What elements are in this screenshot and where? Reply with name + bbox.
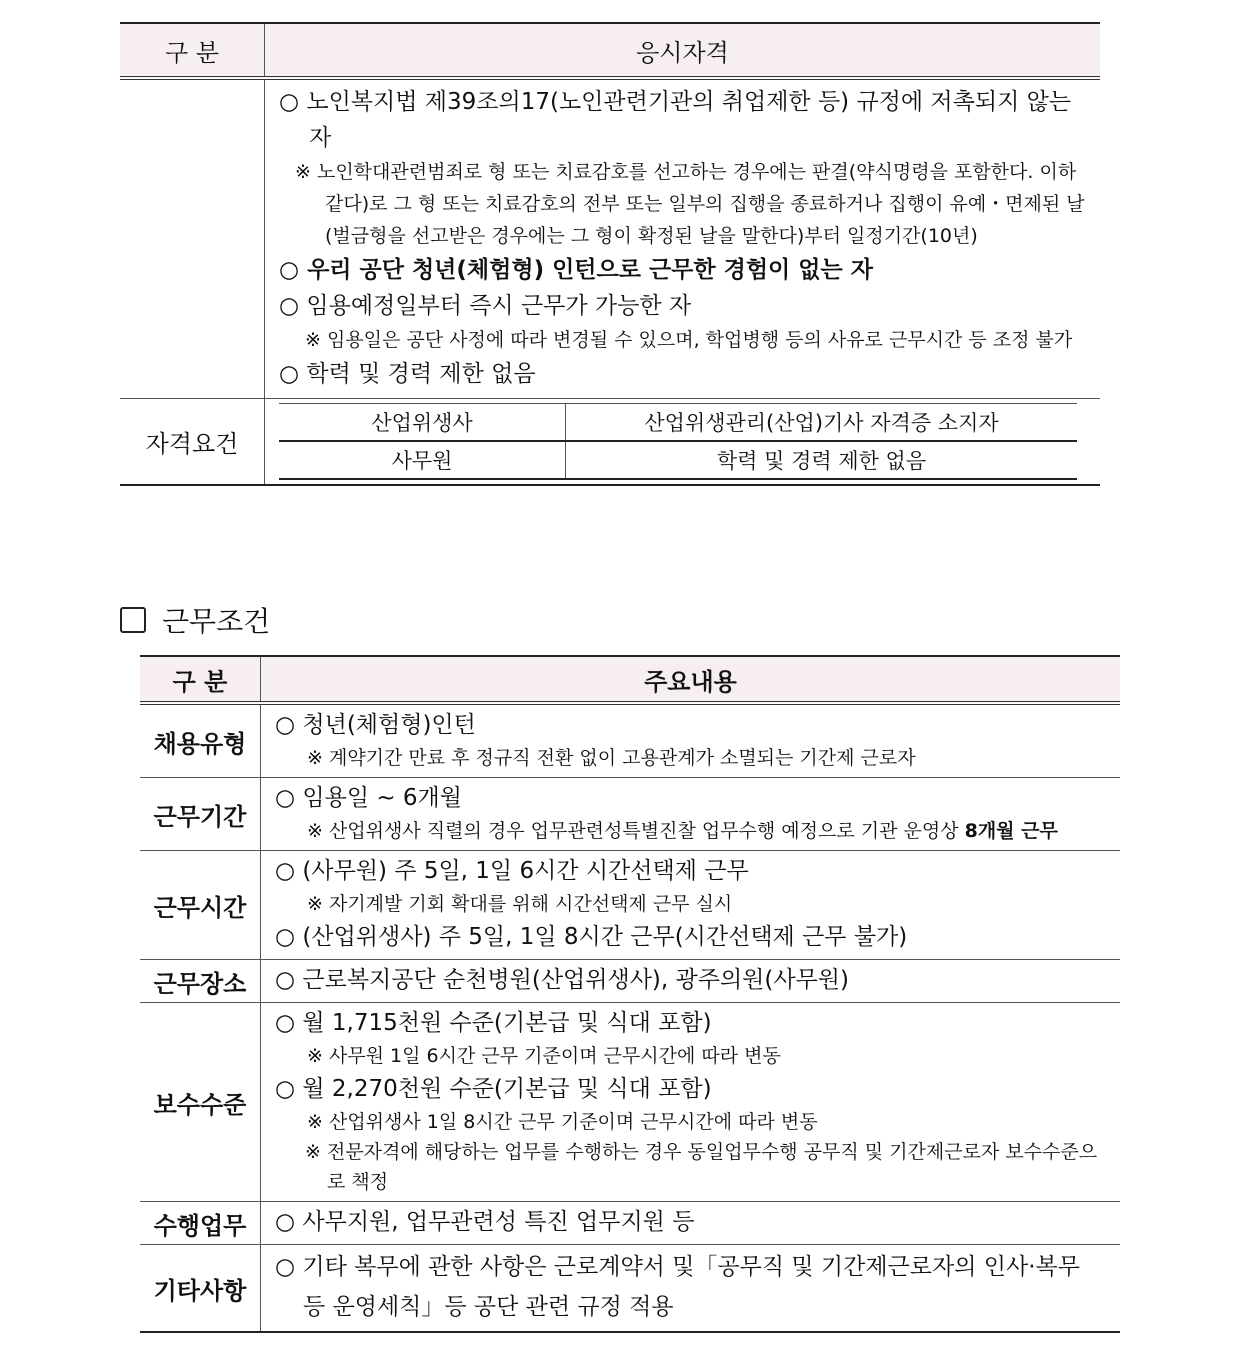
requirements-table bbox=[279, 403, 1077, 480]
requirements-cell bbox=[265, 399, 1101, 486]
type-item: ○ 청년(체험형)인턴 bbox=[275, 712, 476, 738]
row-label-period: 근무기간 bbox=[140, 778, 261, 851]
header-category: 구 분 bbox=[120, 23, 265, 78]
place-item: ○ 근로복지공단 순천병원(산업위생사), 광주의원(사무원) bbox=[275, 967, 850, 993]
header-qualification: 응시자격 bbox=[265, 23, 1101, 78]
header-category: 구 분 bbox=[140, 656, 261, 703]
section-title: 근무조건 bbox=[162, 605, 271, 638]
table-row bbox=[140, 1202, 1120, 1245]
qual-item-no-prior-intern: ○ 우리 공단 청년(체험형) 인턴으로 근무한 경험이 없는 자 bbox=[279, 257, 873, 283]
qualification-table bbox=[120, 22, 1100, 486]
role-requirement: 산업위생관리(산업)기사 자격증 소지자 bbox=[566, 404, 1078, 442]
table-row bbox=[140, 1245, 1120, 1333]
etc-item: ○ 기타 복무에 관한 사항은 근로계약서 및「공무직 및 기간제근로자의 인사·복무 등 운영세칙」등 공단 관련 규정 적용 bbox=[275, 1254, 1080, 1320]
blank-category-cell bbox=[120, 78, 265, 399]
table-row bbox=[140, 1003, 1120, 1202]
section-heading bbox=[120, 600, 270, 640]
role-name: 사무원 bbox=[279, 441, 566, 479]
hours-item-hygienist: ○ (산업위생사) 주 5일, 1일 8시간 근무(시간선택제 근무 불가) bbox=[275, 924, 908, 950]
period-note bbox=[275, 816, 1106, 846]
qual-item-elder-welfare: ○ 노인복지법 제39조의17(노인관련기관의 취업제한 등) 규정에 저촉되지 않는 자 bbox=[279, 89, 1072, 151]
hours-note: ※ 자기계발 기회 확대를 위해 시간선택제 근무 실시 bbox=[307, 893, 733, 915]
row-label-pay: 보수수준 bbox=[140, 1003, 261, 1202]
requirements-label: 자격요건 bbox=[120, 399, 265, 486]
role-name: 산업위생사 bbox=[279, 404, 566, 442]
qual-item-no-restriction: ○ 학력 및 경력 제한 없음 bbox=[279, 361, 536, 387]
pay-note-professional: ※ 전문자격에 해당하는 업무를 수행하는 경우 동일업무수행 공무직 및 기간제근로자 보수수준으로 책정 bbox=[305, 1141, 1098, 1193]
conditions-table bbox=[140, 655, 1120, 1333]
period-note-bold: 8개월 근무 bbox=[964, 820, 1058, 842]
pay-item-clerk: ○ 월 1,715천원 수준(기본급 및 식대 포함) bbox=[275, 1010, 712, 1036]
table-row bbox=[140, 703, 1120, 778]
type-note: ※ 계약기간 만료 후 정규직 전환 없이 고용관계가 소멸되는 기간제 근로자 bbox=[307, 747, 916, 769]
qual-item-immediate-start: ○ 임용예정일부터 즉시 근무가 가능한 자 bbox=[279, 293, 692, 319]
table-row bbox=[279, 441, 1077, 479]
pay-note-clerk: ※ 사무원 1일 6시간 근무 기준이며 근무시간에 따라 변동 bbox=[307, 1045, 781, 1067]
row-label-duty: 수행업무 bbox=[140, 1202, 261, 1245]
qualification-list bbox=[265, 78, 1101, 399]
table-row bbox=[140, 851, 1120, 960]
row-label-place: 근무장소 bbox=[140, 960, 261, 1003]
hours-item-clerk: ○ (사무원) 주 5일, 1일 6시간 시간선택제 근무 bbox=[275, 858, 749, 884]
pay-item-hygienist: ○ 월 2,270천원 수준(기본급 및 식대 포함) bbox=[275, 1076, 712, 1102]
duty-item: ○ 사무지원, 업무관련성 특진 업무지원 등 bbox=[275, 1209, 695, 1235]
pay-note-hygienist: ※ 산업위생사 1일 8시간 근무 기준이며 근무시간에 따라 변동 bbox=[307, 1111, 818, 1133]
square-bullet-icon bbox=[120, 607, 146, 633]
header-main-content: 주요내용 bbox=[261, 656, 1121, 703]
table-row bbox=[140, 778, 1120, 851]
table-row bbox=[140, 960, 1120, 1003]
qual-note-elder-abuse: ※ 노인학대관련범죄로 형 또는 치료감호를 선고하는 경우에는 판결(약식명령을 포함한다. 이하 같다)로 그 형 또는 치료감호의 전부 또는 일부의 집행을 종료하거나 집행이 유예・면제된 날(벌금형을 선고받은 경우에는 그 형이 확정된 날을 말한다)부터 일정기간(10년) bbox=[295, 161, 1085, 247]
row-label-type: 채용유형 bbox=[140, 703, 261, 778]
table-row bbox=[279, 404, 1077, 442]
row-label-etc: 기타사항 bbox=[140, 1245, 261, 1333]
role-requirement: 학력 및 경력 제한 없음 bbox=[566, 441, 1078, 479]
period-note-text: ※ 산업위생사 직렬의 경우 업무관련성특별진찰 업무수행 예정으로 기관 운영상 bbox=[307, 820, 965, 842]
row-label-hours: 근무시간 bbox=[140, 851, 261, 960]
qual-note-schedule: ※ 임용일은 공단 사정에 따라 변경될 수 있으며, 학업병행 등의 사유로 근무시간 등 조정 불가 bbox=[305, 329, 1073, 351]
period-item: ○ 임용일 ~ 6개월 bbox=[275, 785, 462, 811]
